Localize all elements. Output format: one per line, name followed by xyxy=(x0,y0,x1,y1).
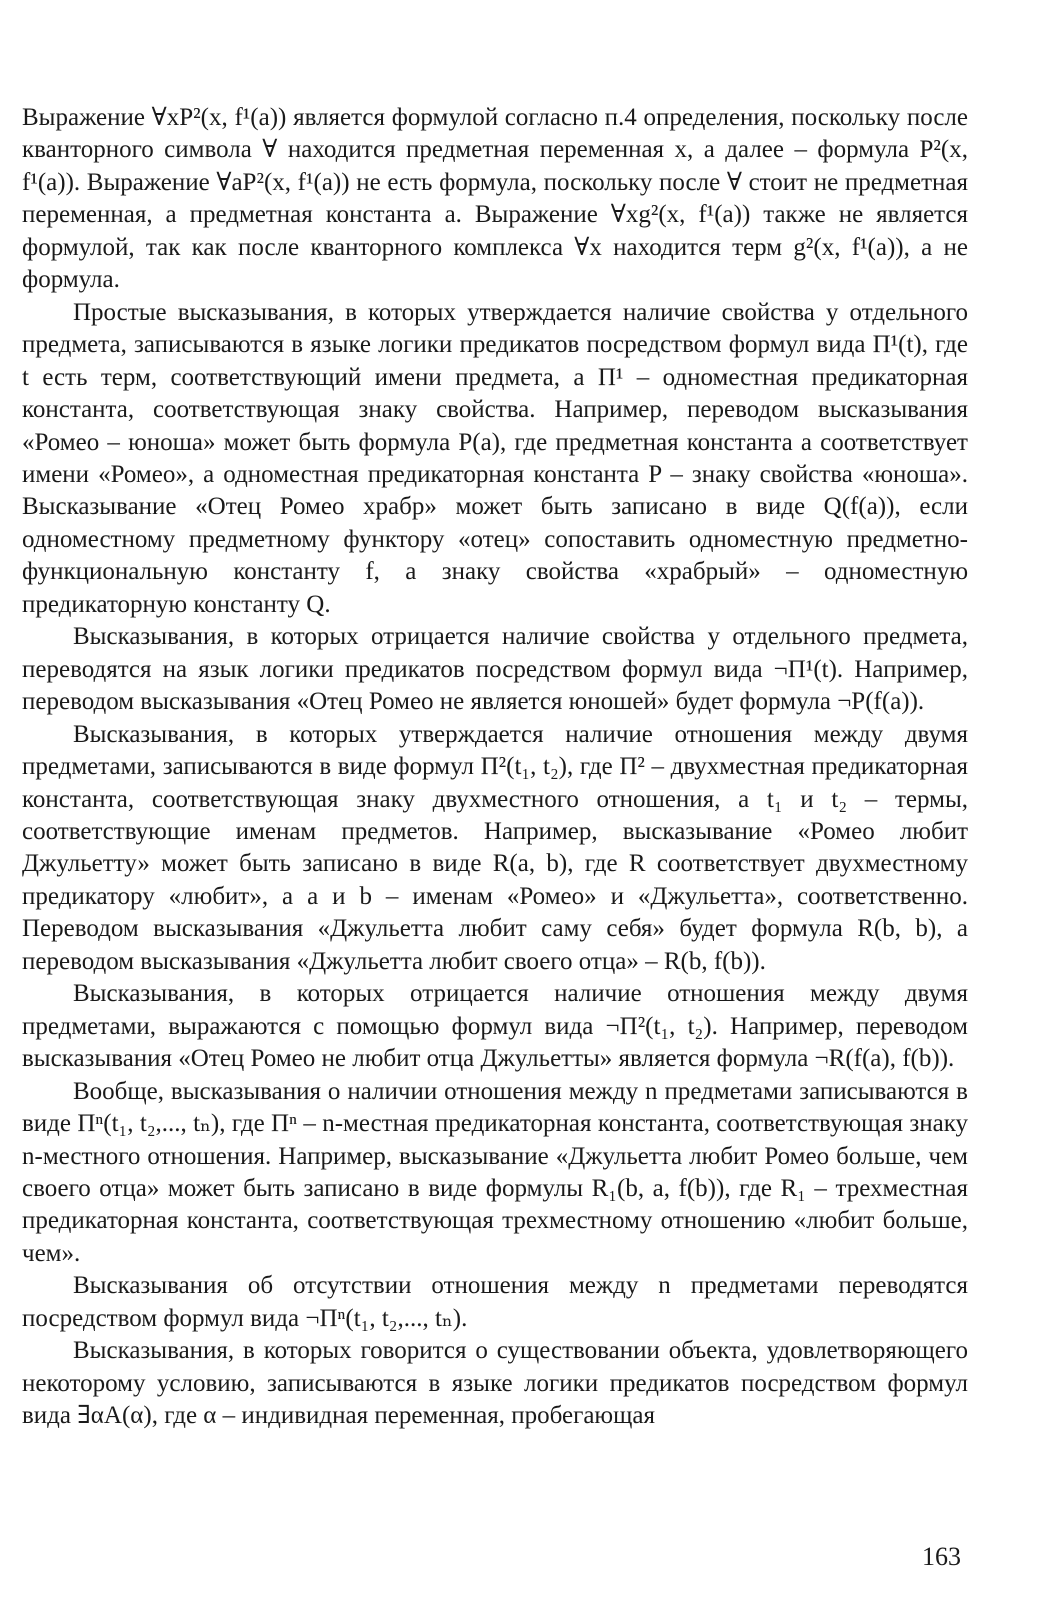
paragraph: Высказывания, в которых утверждается наличие отношения между двумя предметами, записываются в виде формул Π²(t₁, t₂), где Π² – двухместная предикаторная константа, соответствующая знаку двухместного отношения, а t₁ и t₂ – термы, соответствующие именам предметов. Например, высказывание «Ромео любит Джульетту» может быть записано в виде R(a, b), где R соответствует двухместному предикатору «любит», а a и b – именам «Ромео» и «Джульетта», соответственно. Переводом высказывания «Джульетта любит саму себя» будет формула R(b, b), а переводом высказывания «Джульетта любит своего отца» – R(b, f(b)). xyxy=(22,720,968,975)
paragraph: Высказывания, в которых отрицается наличие свойства у отдельного предмета, переводятся на язык логики предикатов посредством формул вида ¬Π¹(t). Например, переводом высказывания «Отец Ромео не является юношей» будет формула ¬P(f(a)). xyxy=(22,623,968,716)
paragraph: Вообще, высказывания о наличии отношения между n предметами записываются в виде Πⁿ(t₁, t₂,..., tₙ), где Πⁿ – n-местная предикаторная константа, соответствующая знаку n-местного отношения. Например, высказывание «Джульетта любит Ромео больше, чем своего отца» может быть записано в виде формулы R₁(b, a, f(b)), где R₁ – трехместная предикаторная константа, соответствующая трехместному отношению «любит больше, чем». xyxy=(22,1077,968,1267)
paragraph: Выражение ∀xP²(x, f¹(a)) является формулой согласно п.4 определения, поскольку после кванторного символа ∀ находится предметная переменная x, а далее – формула P²(x, f¹(a)). Выражение ∀aP²(x, f¹(a)) не есть формула, поскольку после ∀ стоит не предметная переменная, а предметная константа a. Выражение ∀xg²(x, f¹(a)) также не является формулой, так как после кванторного комплекса ∀x находится терм g²(x, f¹(a)), а не формула. xyxy=(22,104,968,294)
paragraph: Высказывания, в которых говорится о существовании объекта, удовлетворяющего некоторому условию, записываются в языке логики предикатов посредством формул вида ∃αA(α), где α – индивидная переменная, пробегающая xyxy=(22,1337,968,1430)
body-text xyxy=(22,102,968,1433)
page-number: 163 xyxy=(922,1542,961,1571)
paragraph: Простые высказывания, в которых утверждается наличие свойства у отдельного предмета, записываются в языке логики предикатов посредством формул вида Π¹(t), где t есть терм, соответствующий имени предмета, а Π¹ – одноместная предикаторная константа, соответствующая знаку свойства. Например, переводом высказывания «Ромео – юноша» может быть формула P(a), где предметная константа a соответствует имени «Ромео», а одноместная предикаторная константа P – знаку свойства «юноша». Высказывание «Отец Ромео храбр» может быть записано в виде Q(f(a)), если одноместному предметному функтору «отец» сопоставить одноместную предметно-функциональную константу f, а знаку свойства «храбрый» – одноместную предикаторную константу Q. xyxy=(22,298,968,618)
paragraph: Высказывания, в которых отрицается наличие отношения между двумя предметами, выражаются с помощью формул вида ¬Π²(t₁, t₂). Например, переводом высказывания «Отец Ромео не любит отца Джульетты» является формула ¬R(f(a), f(b)). xyxy=(22,980,968,1073)
paragraph: Высказывания об отсутствии отношения между n предметами переводятся посредством формул вида ¬Πⁿ(t₁, t₂,..., tₙ). xyxy=(22,1272,968,1332)
